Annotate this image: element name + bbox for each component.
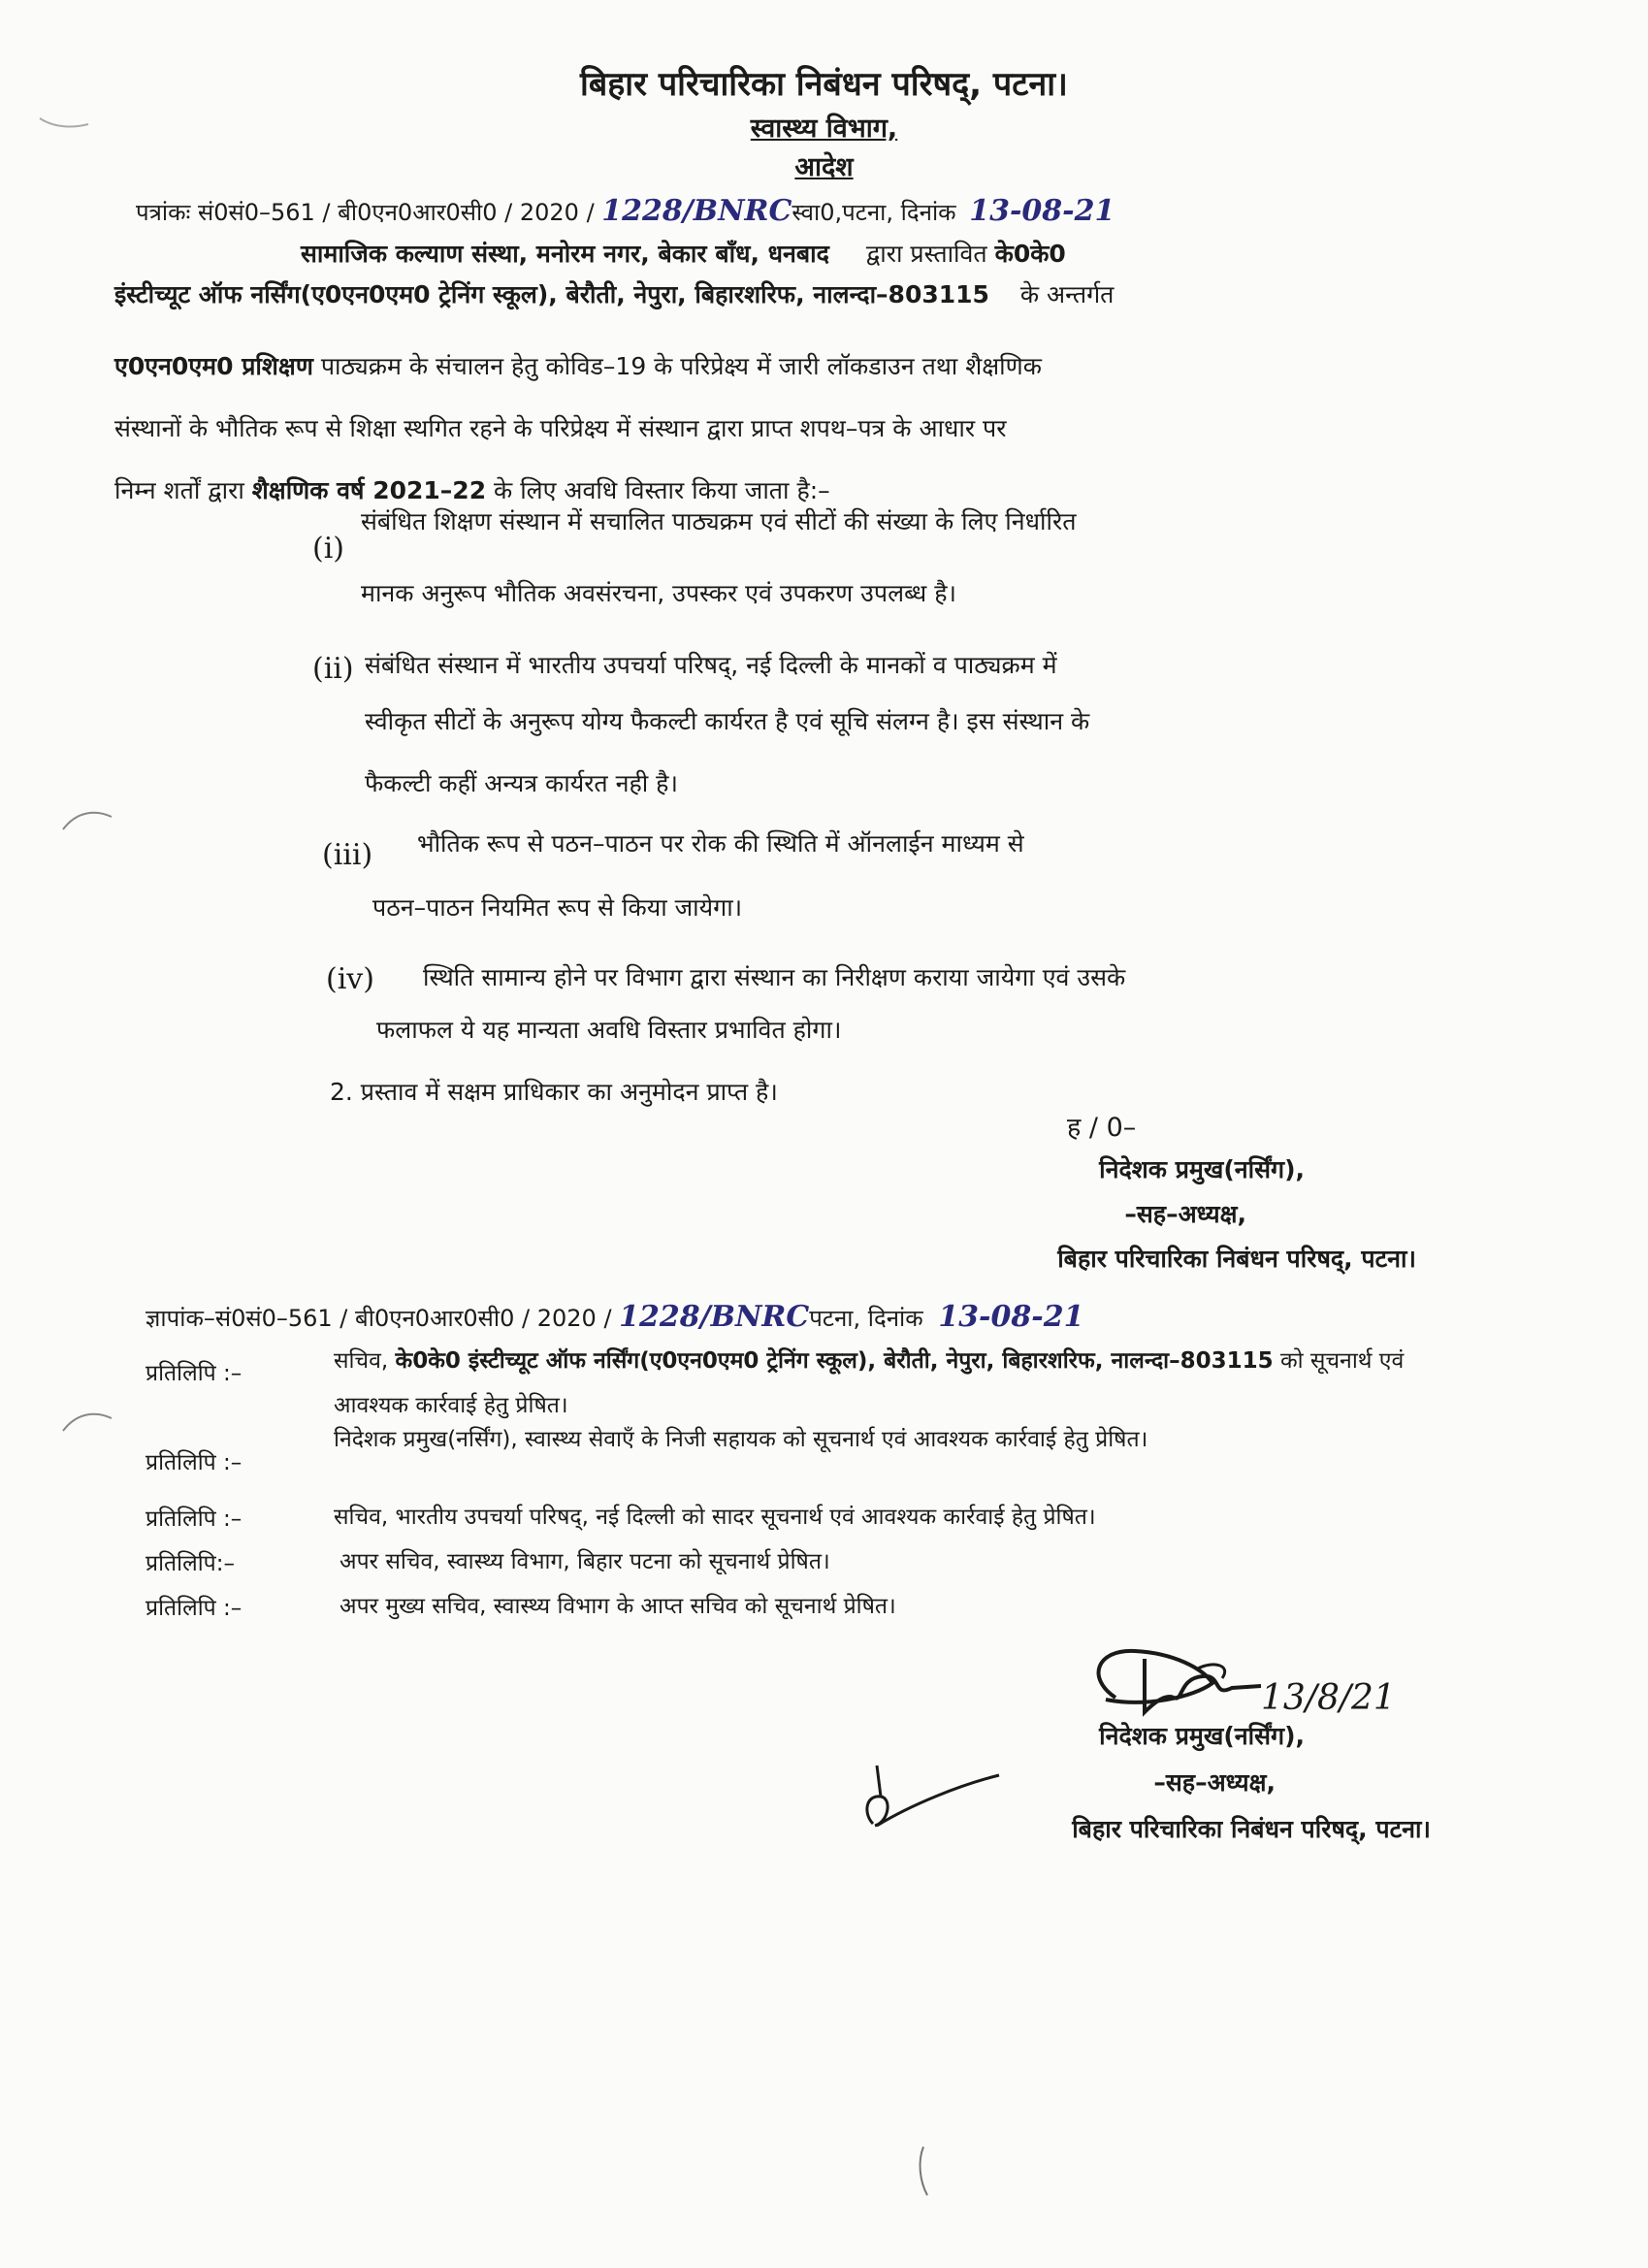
scan-mark	[910, 2142, 939, 2200]
copy-label: प्रतिलिपि :–	[145, 1507, 242, 1532]
signed-mark: ह / 0–	[1067, 1113, 1137, 1143]
signatory-role: –सह–अध्यक्ष,	[1124, 1200, 1246, 1228]
condition-line: मानक अनुरूप भौतिक अवसंरचना, उपस्कर एवं उपकरण उपलब्ध है।	[361, 579, 956, 607]
institute-name: इंस्टीच्यूट ऑफ नर्सिंग(ए0एन0एम0 ट्रेनिंग स्कूल), बेरौती, नेपुरा, बिहारशरिफ, नालन्दा–803115	[114, 280, 989, 308]
intro-text: पाठ्यक्रम के संचालन हेतु कोविड–19 के परिप्रेक्ष्य में जारी लॉकडाउन तथा शैक्षणिक	[320, 352, 1042, 380]
copy-label: प्रतिलिपि :–	[145, 1596, 242, 1621]
condition-line: फैकल्टी कहीं अन्यत्र कार्यरत नही है।	[365, 769, 678, 797]
order-heading: आदेश	[794, 152, 854, 182]
condition-number: (iv)	[326, 962, 374, 996]
handwritten-reference-date: 13-08-21	[969, 194, 1115, 228]
department-name: स्वास्थ्य विभाग,	[750, 113, 898, 144]
intro-line-2	[114, 264, 1114, 326]
condition-line: फलाफल ये यह मान्यता अवधि विस्तार प्रभावित होगा।	[376, 1016, 842, 1044]
reference-suffix: स्वा0,पटना, दिनांक	[792, 199, 956, 226]
institute-prefix: के0के0	[994, 240, 1066, 268]
handwritten-memo-date: 13-08-21	[938, 1300, 1084, 1334]
condition-line: पठन–पाठन नियमित रूप से किया जायेगा।	[372, 893, 743, 922]
scan-mark	[58, 1407, 116, 1436]
scan-mark	[58, 805, 116, 834]
document-title: बिहार परिचारिका निबंधन परिषद्, पटना।	[580, 65, 1068, 104]
copy-text	[334, 1339, 1430, 1428]
signatory-organization: बिहार परिचारिका निबंधन परिषद्, पटना।	[1057, 1245, 1416, 1273]
copy-purpose: को सूचनार्थ एवं आवश्यक कार्रवाई हेतु प्रेषित।	[334, 1348, 1405, 1418]
signatory-role: –सह–अध्यक्ष,	[1153, 1768, 1276, 1797]
condition-number: (ii)	[312, 652, 354, 686]
memo-line	[145, 1300, 1083, 1334]
copy-text: सचिव, भारतीय उपचर्या परिषद्, नई दिल्ली को सादर सूचनार्थ एवं आवश्यक कार्रवाई हेतु प्रेषित।	[334, 1505, 1096, 1530]
copy-label: प्रतिलिपि:–	[145, 1551, 235, 1576]
handwritten-reference-number: 1228/BNRC	[601, 194, 792, 228]
copy-label: प्रतिलिपि :–	[145, 1450, 242, 1475]
handwritten-memo-number: 1228/BNRC	[619, 1300, 810, 1334]
reference-prefix: पत्रांकः सं0सं0–561 / बी0एन0आर0सी0 / 2020 /	[136, 199, 595, 226]
copy-label: प्रतिलिपि :–	[145, 1361, 242, 1386]
intro-line-4: संस्थानों के भौतिक रूप से शिक्षा स्थगित रहने के परिप्रेक्ष्य में संस्थान द्वारा प्राप्त शपथ–पत्र के आधार पर	[114, 414, 1007, 442]
intro-text: के अन्तर्गत	[1019, 280, 1115, 308]
proposer-name: सामाजिक कल्याण संस्था, मनोरम नगर, बेकार बाँध, धनबाद	[301, 240, 829, 268]
condition-number: (iii)	[322, 838, 373, 872]
academic-year: शैक्षणिक वर्ष 2021–22	[251, 476, 487, 504]
condition-line: संबंधित शिक्षण संस्थान में सचालित पाठ्यक्रम एवं सीटों की संख्या के लिए निर्धारित	[361, 507, 1077, 535]
intro-text: निम्न शर्तों द्वारा	[114, 476, 244, 504]
copy-recipient: सचिव,	[334, 1348, 389, 1374]
condition-line: स्वीकृत सीटों के अनुरूप योग्य फैकल्टी कार्यरत है एवं सूचि संलग्न है। इस संस्थान के	[365, 707, 1090, 735]
course-name: ए0एन0एम0 प्रशिक्षण	[114, 352, 313, 380]
condition-line: भौतिक रूप से पठन–पाठन पर रोक की स्थिति में ऑनलाईन माध्यम से	[417, 829, 1024, 858]
signatory-designation: निदेशक प्रमुख(नर्सिंग),	[1099, 1722, 1305, 1750]
copy-text: अपर सचिव, स्वास्थ्य विभाग, बिहार पटना को सूचनार्थ प्रेषित।	[339, 1549, 830, 1574]
memo-suffix: पटना, दिनांक	[809, 1305, 923, 1332]
copy-institute: के0के0 इंस्टीच्यूट ऑफ नर्सिंग(ए0एन0एम0 ट्रेनिंग स्कूल), बेरौती, नेपुरा, बिहारशरिफ, नालन्दा–803115	[395, 1348, 1274, 1374]
condition-line: संबंधित संस्थान में भारतीय उपचर्या परिषद्, नई दिल्ली के मानकों व पाठ्यक्रम में	[365, 651, 1057, 679]
copy-text: अपर मुख्य सचिव, स्वास्थ्य विभाग के आप्त सचिव को सूचनार्थ प्रेषित।	[339, 1594, 896, 1619]
intro-text: द्वारा प्रस्तावित	[865, 240, 987, 268]
condition-number: (i)	[312, 532, 345, 566]
handwritten-signature-date: 13/8/21	[1261, 1678, 1396, 1718]
copy-text: निदेशक प्रमुख(नर्सिंग), स्वास्थ्य सेवाएँ के निजी सहायक को सूचनार्थ एवं आवश्यक कार्रवाई हेतु प्रेषित।	[334, 1427, 1148, 1452]
intro-text: के लिए अवधि विस्तार किया जाता है:–	[494, 476, 830, 504]
approval-note: 2. प्रस्ताव में सक्षम प्राधिकार का अनुमोदन प्राप्त है।	[330, 1078, 778, 1106]
signatory-designation: निदेशक प्रमुख(नर्सिंग),	[1099, 1155, 1305, 1183]
condition-line: स्थिति सामान्य होने पर विभाग द्वारा संस्थान का निरीक्षण कराया जायेगा एवं उसके	[423, 963, 1126, 991]
intro-line-3	[114, 336, 1042, 398]
signatory-organization: बिहार परिचारिका निबंधन परिषद्, पटना।	[1072, 1815, 1431, 1843]
scan-mark	[35, 107, 93, 136]
memo-prefix: ज्ञापांक–सं0सं0–561 / बी0एन0आर0सी0 / 2020 /	[145, 1305, 612, 1332]
